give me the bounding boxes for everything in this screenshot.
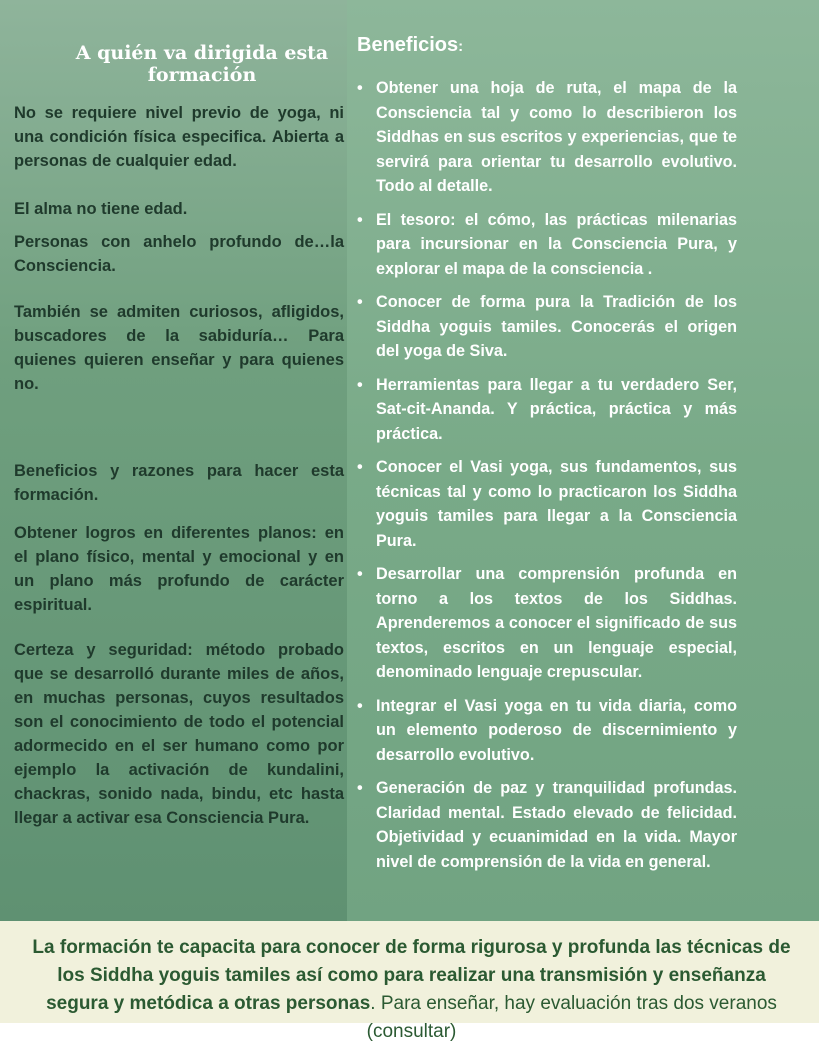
bullet-icon: • — [357, 696, 363, 715]
list-item — [357, 455, 737, 553]
list-item-text: Conocer de forma pura la Tradición de los Siddha yoguis tamiles. Conocerás el origen del yoga de Siva. — [376, 293, 737, 360]
left-paragraph: También se admiten curiosos, afligidos, buscadores de la sabiduría… Para quienes quieren enseñar y para quienes no. — [14, 303, 344, 393]
left-paragraph: Obtener logros en diferentes planos: en el plano físico, mental y emocional y en un plano más profundo de carácter espiritual. — [14, 524, 344, 614]
footer-normal-text: . Para enseñar, hay evaluación tras dos veranos (consultar) — [366, 993, 777, 1042]
footer-text — [24, 934, 799, 1046]
list-item — [357, 694, 737, 768]
benefits-title-text: Beneficios — [357, 34, 459, 56]
left-paragraph: El alma no tiene edad. — [14, 200, 188, 218]
list-item — [357, 373, 737, 447]
bullet-icon: • — [357, 210, 363, 229]
footer-bold-text: La formación te capacita para conocer de forma rigurosa y profunda las técnicas de los Siddha yoguis tamiles así como para realizar una transmisión y enseñanza segura y metódica a otras personas — [32, 937, 791, 1014]
benefits-title — [357, 34, 463, 57]
list-item-text: Desarrollar una comprensión profunda en torno a los textos de los Siddhas. Aprenderemos a conocer el significado de sus textos, escritos en un lenguaje especial, denominado lenguaje crepuscular. — [376, 565, 737, 681]
list-item — [357, 776, 737, 874]
benefits-title-colon: : — [458, 38, 464, 55]
left-title: A quién va dirigida esta formación — [75, 42, 329, 86]
list-item-text: Herramientas para llegar a tu verdadero Ser, Sat-cit-Ananda. Y práctica, práctica y más práctica. — [376, 375, 737, 443]
left-paragraph: Personas con anhelo profundo de…la Consciencia. — [14, 233, 344, 275]
list-item-text: Generación de paz y tranquilidad profundas. Claridad mental. Estado elevado de felicidad. Objetividad y ecuanimidad en la vida. Mayor nivel de comprensión de la vida en general. — [376, 779, 737, 871]
bullet-icon: • — [357, 375, 363, 394]
bullet-icon: • — [357, 293, 363, 311]
bullet-icon: • — [357, 458, 363, 476]
left-paragraph: Certeza y seguridad: método probado que se desarrolló durante miles de años, en muchas personas, cuyos resultados son el conocimiento de todo el potencial adormecido en el ser humano como por ejemplo la activación de kundalini, chackras, sonido nada, bindu, etc hasta llegar a activar esa Consciencia Pura. — [14, 641, 344, 827]
bullet-icon: • — [357, 779, 363, 797]
list-item-text: Integrar el Vasi yoga en tu vida diaria, como un elemento poderoso de discernimiento y desarrollo evolutivo. — [376, 696, 737, 764]
list-item-text: El tesoro: el cómo, las prácticas milenarias para incursionar en la Consciencia Pura, y explorar el mapa de la consciencia . — [376, 210, 737, 278]
list-item — [357, 208, 737, 282]
list-item — [357, 76, 737, 199]
list-item — [357, 562, 737, 685]
benefits-list — [357, 76, 737, 883]
left-paragraph: No se requiere nivel previo de yoga, ni una condición física especifica. Abierta a personas de cualquier edad. — [14, 104, 344, 170]
bullet-icon: • — [357, 79, 363, 97]
list-item-text: Conocer el Vasi yoga, sus fundamentos, sus técnicas tal y como lo practicaron los Siddha yoguis tamiles para llegar a la Consciencia Pura. — [376, 458, 737, 550]
bullet-icon: • — [357, 565, 363, 583]
list-item — [357, 290, 737, 364]
left-subheading: Beneficios y razones para hacer esta formación. — [14, 462, 344, 504]
list-item-text: Obtener una hoja de ruta, el mapa de la Consciencia tal y como lo describieron los Siddhas en sus escritos y experiencias, que te servirá para orientar tu desarrollo evolutivo. Todo al detalle. — [376, 79, 737, 195]
